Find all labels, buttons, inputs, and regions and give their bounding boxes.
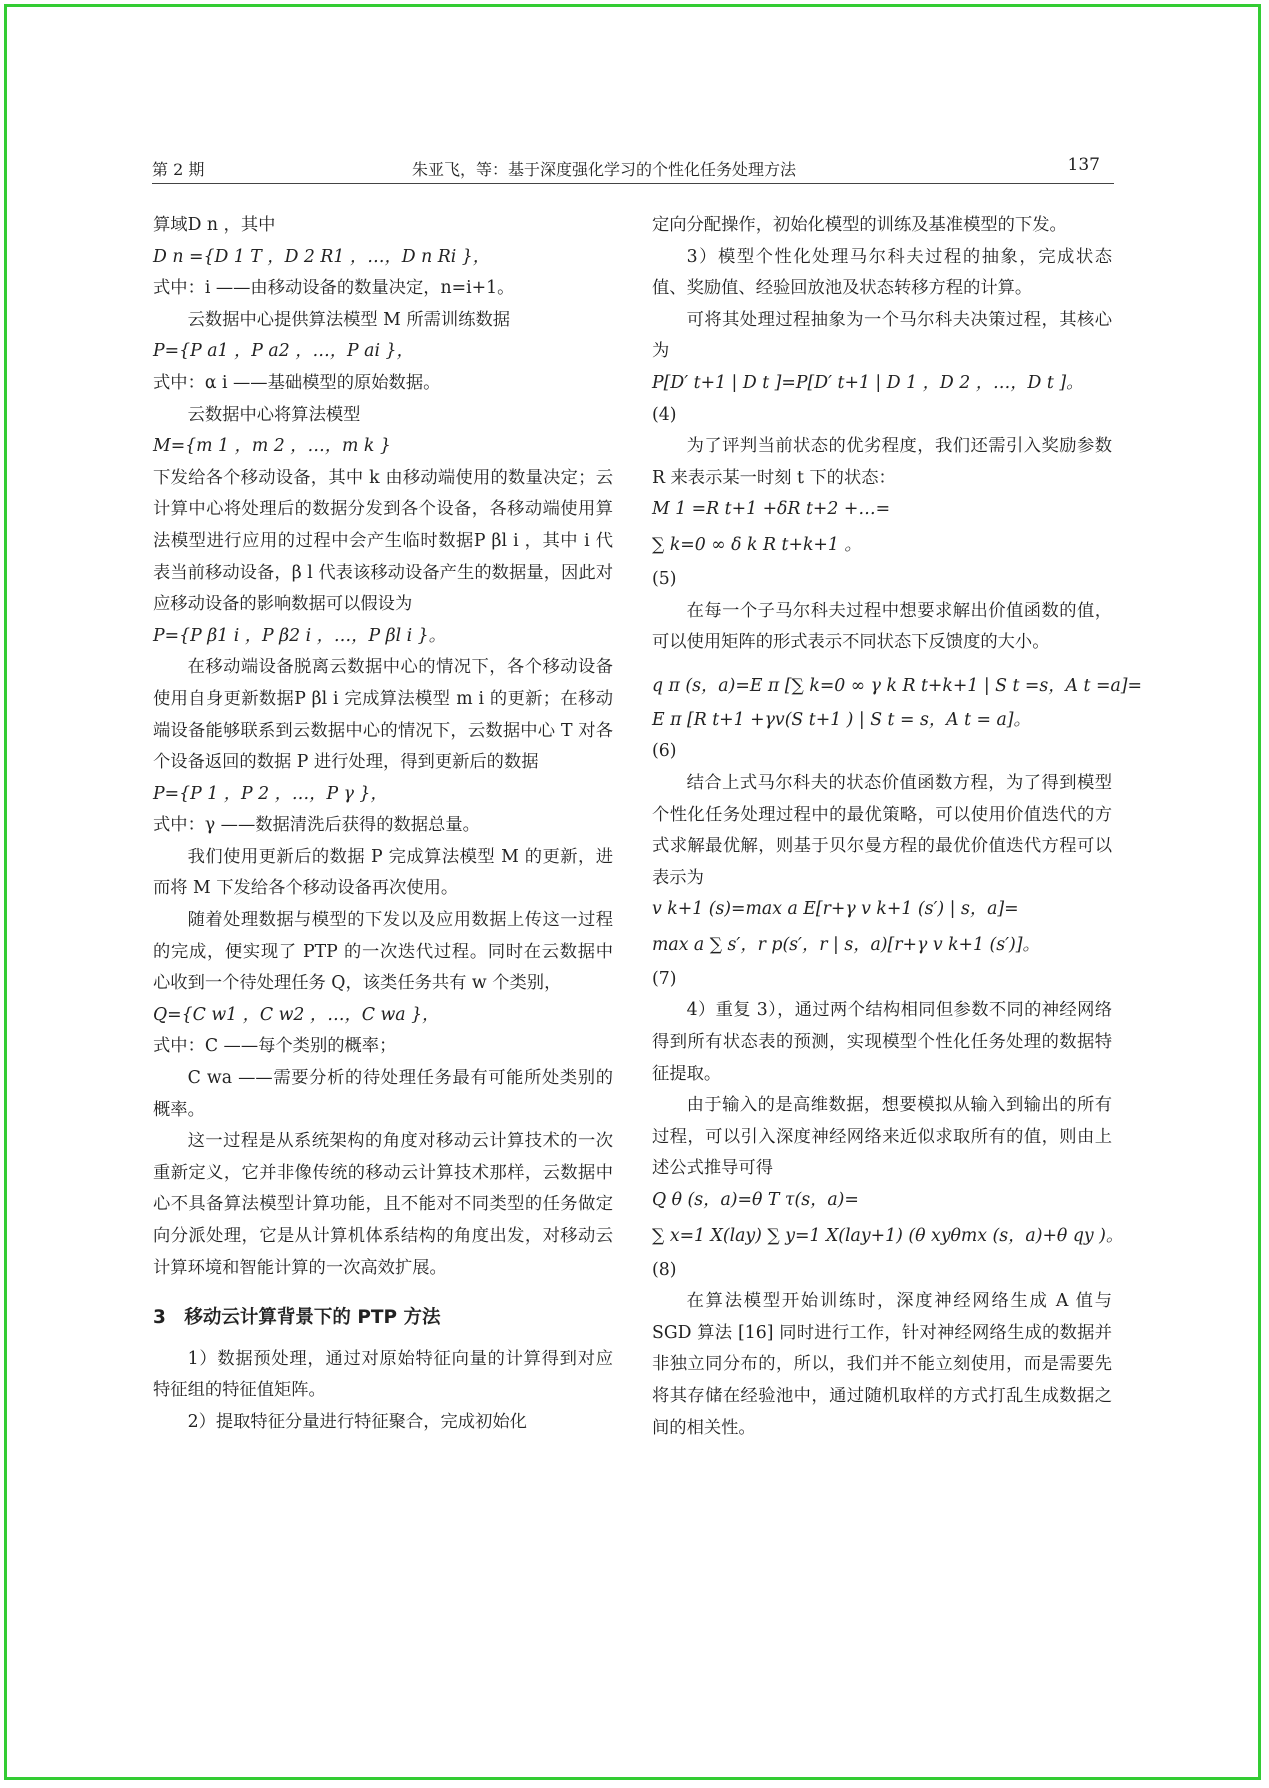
paragraph: C wa ——需要分析的待处理任务最有可能所处类别的概率。 [153,1068,613,1120]
section-heading: 3 移动云计算背景下的 PTP 方法 [153,1307,441,1329]
paragraph: 式中：i ——由移动设备的数量决定，n=i+1。 [153,278,515,299]
equation-number: (8) [652,1259,677,1280]
equation: P={P β1 i ，P β2 i ，…，P βl i }。 [153,625,446,646]
equation: P[D′ t+1 | D t ]=P[D′ t+1 | D 1 ，D 2 ，…，D t ]。 [652,372,1084,393]
paragraph: 算域D n ，其中 [153,215,276,235]
paragraph: 由于输入的是高维数据，想要模拟从输入到输出的所有过程，可以引入深度神经网络来近似求取所有的值，则由上述公式推导可得 [652,1095,1112,1179]
issue-label: 第 2 期 [152,160,205,179]
equation: ∑ k=0 ∞ δ k R t+k+1 。 [652,534,862,555]
paragraph: 为了评判当前状态的优劣程度，我们还需引入奖励参数 R 来表示某一时刻 t 下的状态： [652,436,1112,488]
paragraph: 式中：C ——每个类别的概率； [153,1036,397,1057]
paragraph: 这一过程是从系统架构的角度对移动云计算技术的一次重新定义，它并非像传统的移动云计算技术那样，云数据中心不具备算法模型计算功能，且不能对不同类型的任务做定向分派处理，它是从计算机体系结构的角度出发，对移动云计算环境和智能计算的一次高效扩展。 [153,1131,613,1278]
equation: D n ={D 1 T ，D 2 R1 ，…，D n Ri }， [153,246,491,267]
paragraph: 随着处理数据与模型的下发以及应用数据上传这一过程的完成，便实现了 PTP 的一次迭代过程。同时在云数据中心收到一个待处理任务 Q，该类任务共有 w 个类别， [153,910,613,994]
equation: ∑ x=1 X(lay) ∑ y=1 X(lay+1) (θ xyθmx (s，a)+θ qy )。 [652,1225,1124,1246]
equation-number: (4) [652,404,677,425]
left-column [153,210,613,1439]
paragraph: 1）数据预处理，通过对原始特征向量的计算得到对应特征组的特征值矩阵。 [153,1348,613,1401]
equation: Q={C w1 ，C w2 ，…，C wa }， [153,1004,440,1025]
running-header [152,153,1114,184]
equation: P={P a1 ，P a2 ，…，P ai }， [153,341,414,362]
paragraph: 我们使用更新后的数据 P 完成算法模型 M 的更新，进而将 M 下发给各个移动设备再次使用。 [153,846,613,899]
paragraph: 在移动端设备脱离云数据中心的情况下，各个移动设备使用自身更新数据P βl i 完成算法模型 m i 的更新；在移动端设备能够联系到云数据中心的情况下，云数据中心 T 对各个设备返回的数据 P 进行处理，得到更新后的数据 [153,657,613,773]
right-column [652,210,1142,1444]
page-number: 137 [1067,155,1100,175]
equation: E π [R t+1 +γv(S t+1 ) | S t = s，A t = a]。 [652,709,1031,730]
paragraph: 在算法模型开始训练时，深度神经网络生成 A 值与 SGD 算法 [16] 同时进行工作，针对神经网络生成的数据并非独立同分布的，所以，我们并不能立刻使用，而是需要先将其存储在经验池中，通过随机取样的方式打乱生成数据之间的相关性。 [652,1291,1112,1438]
equation: max a ∑ s′，r p(s′，r | s，a)[r+γ v k+1 (s′)]。 [652,934,1040,955]
paragraph: 云数据中心将算法模型 [187,404,361,425]
equation-number: (6) [652,741,677,762]
equation: M 1 =R t+1 +δR t+2 +…= [652,499,891,520]
paragraph: 结合上式马尔科夫的状态价值函数方程，为了得到模型个性化任务处理过程中的最优策略，可以使用价值迭代的方式求解最优解，则基于贝尔曼方程的最优价值迭代方程可以表示为 [652,772,1112,888]
paragraph: 4）重复 3），通过两个结构相同但参数不同的神经网络得到所有状态表的预测，实现模型个性化任务处理的数据特征提取。 [652,1000,1112,1084]
paragraph: 可将其处理过程抽象为一个马尔科夫决策过程，其核心为 [652,309,1112,362]
equation: q π (s，a)=E π [∑ k=0 ∞ γ k R t+k+1 | S t =s，A t =a]= [652,675,1142,696]
paragraph: 云数据中心提供算法模型 M 所需训练数据 [187,309,511,330]
paragraph: 式中：α i ——基础模型的原始数据。 [153,372,441,393]
equation: Q θ (s，a)=θ T τ(s，a)= [652,1190,859,1211]
paragraph: 在每一个子马尔科夫过程中想要求解出价值函数的值，可以使用矩阵的形式表示不同状态下反馈度的大小。 [652,600,1112,653]
equation-number: (7) [652,968,677,989]
paragraph: 定向分配操作，初始化模型的训练及基准模型的下发。 [652,215,1067,235]
paragraph: 式中：γ ——数据清洗后获得的数据总量。 [153,815,480,836]
paragraph: 2）提取特征分量进行特征聚合，完成初始化 [187,1411,527,1432]
equation: v k+1 (s)=max a E[r+γ v k+1 (s′) | s，a]= [652,899,1019,920]
equation: M={m 1 ，m 2 ，…，m k } [153,436,391,457]
running-title: 朱亚飞，等：基于深度强化学习的个性化任务处理方法 [412,160,797,179]
paragraph: 3）模型个性化处理马尔科夫过程的抽象，完成状态值、奖励值、经验回放池及状态转移方程的计算。 [652,246,1112,299]
paragraph: 下发给各个移动设备，其中 k 由移动端使用的数量决定；云计算中心将处理后的数据分发到各个设备，各移动端使用算法模型进行应用的过程中会产生临时数据P βl i ，其中 i 代表当前移动设备，β l 代表该移动设备产生的数据量，因此对应移动设备的影响数据可以假设为 [153,467,613,615]
equation-number: (5) [652,568,677,589]
equation: P={P 1 ，P 2 ，…，P γ }， [153,783,388,804]
